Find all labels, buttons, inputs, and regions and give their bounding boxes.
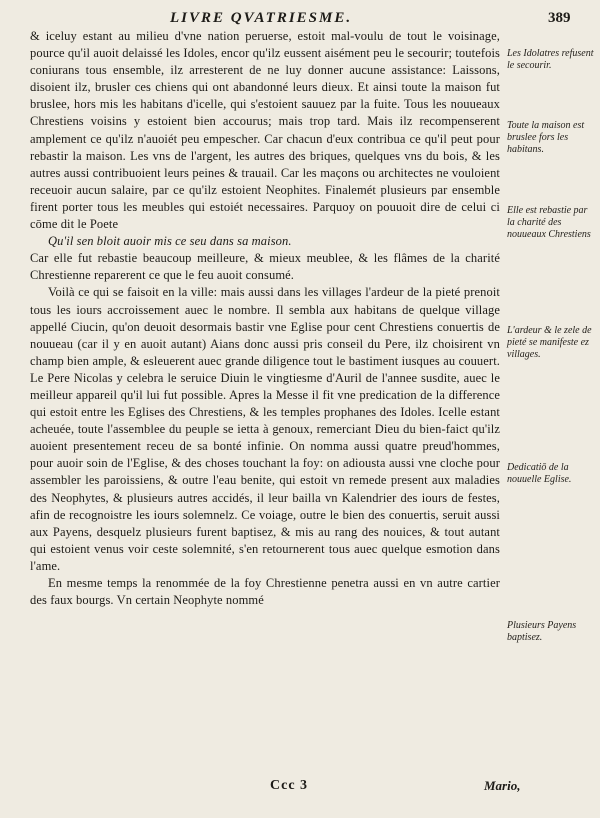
margin-note-pagans-baptized: Plusieurs Payens baptisez.: [507, 620, 577, 643]
paragraph-village-church: Voilà ce qui se faisoit en la ville: mais aussi dans les villages l'ardeur de la pieté prenoit tous les iours accroissement auec le nombre. Il sembla aux habitans de quelque village appellé Ciucin, qu'on deuoit desormais bastir vne Eglise pour cent Chrestiens conuertis de nouueau (car il y en auoit autant) Aians donc aussi pris conseil du Pere, ilz choisirent vn champ bien ample, & esleuerent auec grande diligence tout le bastiment iusques au couuert. Le Pere Nicolas y celebra le seruice Diuin le vingtiesme d'Auril de l'annee susdite, auec le meilleur appareil qu'il lui fut possible. Apres la Messe il fit vne predication de la difference qui estoit entre les Eglises des Chrestiens, & les temples prophanes des Idoles. Icelle estant acheuée, toute l'assemblee du peuple se ietta à genoux, remerciant Dieu du bien-faict qu'ilz auoient presentement receu de sa bonté infinie. On nomma aussi quatre preud'hommes, pour auoir soin de l'Eglise, & des choses touchant la foy: on adiousta aussi vne cloche pour assembler les paroissiens, & outre l'eau benite, qui estoit vn remede present aux maladies des Neophytes, & plusieurs autres accidés, il leur bailla vn Kalendrier des iours de festes, afin de recognoistre les iours solemnelz. Ce voiage, outre le bien des conuertis, seruit aussi aux Payens, desquelz plusieurs furent baptisez, & mis au rang des nouices, & tout autant qui estoient venus voir ceste solemnité, s'en retournerent tous auec quelque esmotion dans l'ame.: [30, 285, 500, 573]
main-text-block: [30, 28, 500, 609]
margin-note-idolaters: Les Idolatres refusent le secourir.: [507, 48, 594, 71]
page-number: 389: [548, 10, 571, 26]
paragraph-rebuilt-house: Car elle fut rebastie beaucoup meilleure, & mieux meublee, & les flâmes de la charité Chrestienne reparerent ce que le feu auoit consumé.: [30, 251, 500, 283]
margin-notes-column: [507, 0, 597, 818]
paragraph-house-fire: & iceluy estant au milieu d'vne nation peruerse, estoit mal-voulu de tout le voisinage, pource qu'il auoit delaissé les Idoles, encor qu'ilz eussent aisément peu le secourir; toutefois coniurans tous ensemble, ilz arresterent de ne luy donner aucune assistance: Laissons, disoient ilz, brusler ces chiens qui ont abandonné leurs dieux. Et ainsi toute la maison fut bruslee, hors mis les habitans d'icelle, qui s'estoient sauuez par la fuite. Tous les nouueaux Chrestiens voisins y estoient bien accourus; mais trop tard. Mais ilz recompenserent amplement ce qu'ilz n'auoiét peu empescher. Car chacun d'eux contribua ce qu'il peut pour rebastir la maison. Les vns de l'argent, les autres des briques, quelques vns du bois, & les autres aussi contribuoient leurs peines & trauail. Car les maçons ou architectes ne vouloient receuoir aucun salaire, par ce qu'ilz estoient Neophites. Finalemét plusieurs par ensemble firent porter tous les meubles qui estoiét necessaires. Parquoy on pouuoit dire de celui ci cōme dit le Poete: [30, 29, 500, 232]
margin-note-church-dedication: Dedicatiō de la nouuelle Eglise.: [507, 462, 572, 485]
paragraph-faubourgs: En mesme temps la renommée de la foy Chrestienne penetra aussi en vn autre cartier des faux bourgs. Vn certain Neophyte nommé: [30, 576, 500, 608]
margin-note-rebuilt: Elle est rebastie par la charité des nouueaux Chrestiens: [507, 205, 591, 240]
page-footer: [0, 778, 600, 802]
signature-mark: Ccc 3: [270, 778, 309, 793]
margin-note-village-zeal: L'ardeur & le zele de pieté se manifeste ez villages.: [507, 325, 592, 360]
margin-note-house-burned: Toute la maison est bruslee fors les habitans.: [507, 120, 585, 155]
catchword: Mario,: [484, 778, 521, 793]
poet-quotation: Qu'il sen bloit auoir mis ce seu dans sa maison.: [48, 234, 292, 249]
running-head: LIVRE QVATRIESME.: [170, 10, 353, 26]
